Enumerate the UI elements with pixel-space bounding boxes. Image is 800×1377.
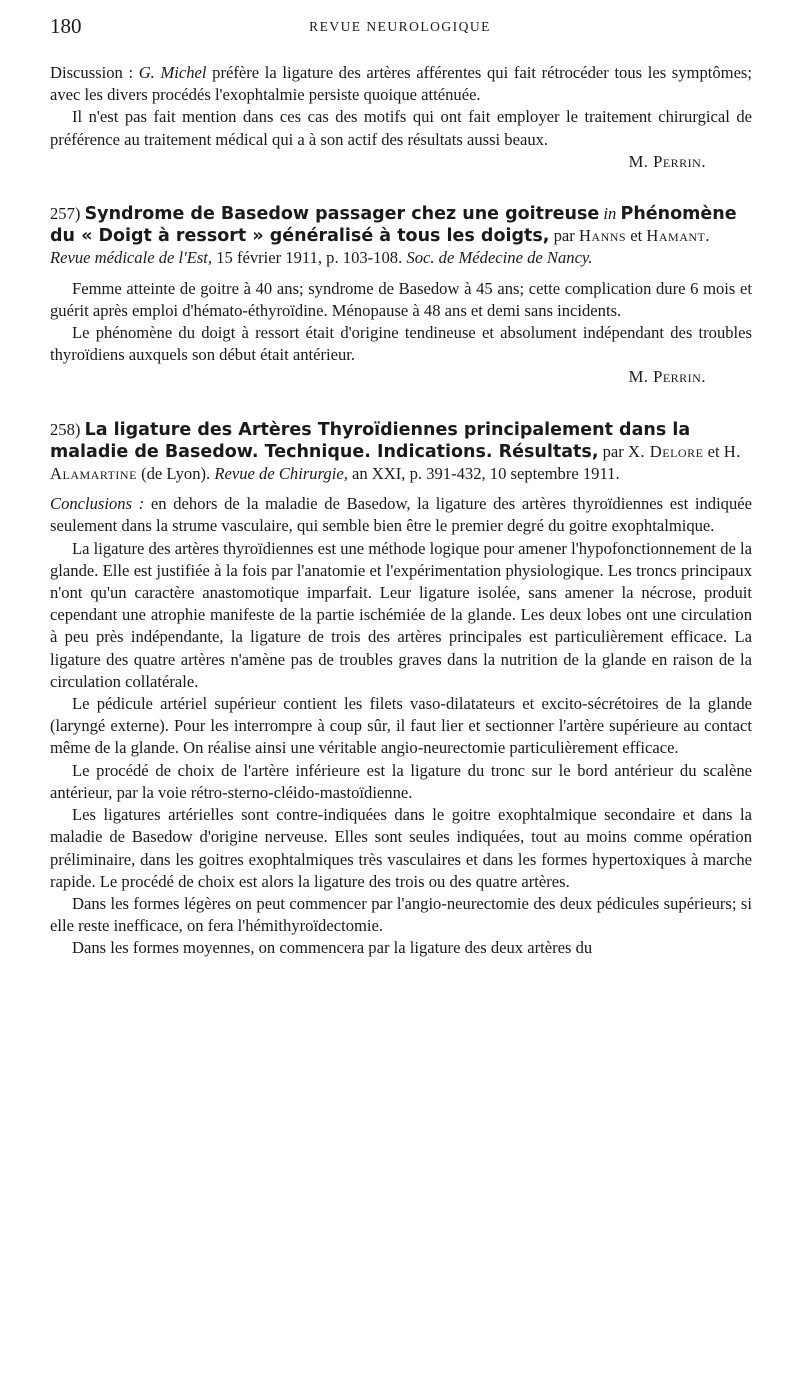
discussion-paragraph: Discussion : G. Michel préfère la ligature des artères afférentes qui fait rétrocéder tous les symptômes; avec les divers procédés l'exophtalmie persiste quoique atténuée. xyxy=(50,63,752,105)
abstract-257 xyxy=(50,203,752,389)
conclusions-label: Conclusions : xyxy=(50,494,145,514)
body-paragraph: Le phénomène du doigt à ressort était d'origine tendineuse et absolument indépendant des troubles thyroïdiens auxquels son début était antérieur. xyxy=(50,323,752,365)
author-name: Hamant. xyxy=(646,226,711,246)
abstract-title: Syndrome de Basedow passager chez une goitreuse xyxy=(84,204,600,225)
abstract-number: 257) xyxy=(50,204,81,224)
body-paragraph: Femme atteinte de goitre à 40 ans; syndrome de Basedow à 45 ans; cette complication dure 6 mois et guérit après emploi d'hémato-éthyroïdine. Ménopause à 48 ans et demi sans incidents. xyxy=(50,278,752,320)
author-name: Hanns xyxy=(578,226,627,246)
running-title: REVUE NEUROLOGIQUE xyxy=(309,19,491,34)
abstract-heading: 258) La ligature des Artères Thyroïdiennes principalement dans la maladie de Basedow. Technique. Indications. Résultats, par X. Delore et H. Alamartine (de Lyon). Revue de Chirurgie, an XXI, p. 391-432, 10 septembre 1911. xyxy=(50,419,741,484)
conclusions-paragraph: Conclusions : en dehors de la maladie de Basedow, la ligature des artères thyroïdiennes est indiquée seulement dans la strume vasculaire, qui semble bien être le premier degré du goitre exophtalmique. xyxy=(50,494,752,536)
body-paragraph: Le procédé de choix de l'artère inférieure est la ligature du tronc sur le bord antérieur du scalène antérieur, par la voie rétro-sterno-cléido-mastoïdienne. xyxy=(50,760,752,802)
abstract-heading: 257) Syndrome de Basedow passager chez une goitreuse in Phénomène du « Doigt à ressort » généralisé à tous les doigts, par Hanns et Hamant. Revue médicale de l'Est, 15 février 1911, p. 103-108. Soc. de Médecine de Nancy. xyxy=(50,204,737,268)
signature: M. Perrin. xyxy=(628,151,706,171)
body-paragraph: Dans les formes moyennes, on commencera par la ligature des deux artères du xyxy=(72,938,593,958)
journal-name: Revue de Chirurgie, xyxy=(214,464,348,484)
body-paragraph: Les ligatures artérielles sont contre-indiquées dans le goitre exophtalmique secondaire et dans la maladie de Basedow d'origine nerveuse. Elles sont seules indiquées, tout au moins comme opération préliminaire, dans les goitres exophtalmiques très vasculaires et dans les formes hypertoxiques à marche rapide. Le procédé de choix est alors la ligature des trois ou des quatre artères. xyxy=(50,805,752,891)
article-body xyxy=(50,62,752,960)
body-paragraph: Dans les formes légères on peut commencer par l'angio-neurectomie des deux pédicules supérieurs; si elle reste inefficace, on fera l'hémithyroïdectomie. xyxy=(50,893,752,936)
page-number: 180 xyxy=(50,14,82,38)
body-paragraph: Il n'est pas fait mention dans ces cas des motifs qui ont fait employer le traitement chirurgical de préférence au traitement médical qui a à son actif des résultats aussi beaux. xyxy=(50,107,752,149)
signature: M. Perrin. xyxy=(628,367,706,387)
body-paragraph: La ligature des artères thyroïdiennes est une méthode logique pour amener l'hypofonctionnement de la glande. Elle est justifiée à la fois par l'anatomie et l'expérimentation physiologique. Les troncs principaux n'ont qu'un caractère anastomotique imparfait. Leur ligature isolée, sans amener la nécrose, produit cependant une atrophie manifeste de la partie ischémiée de la glande. Les deux lobes ont une circulation à peu près indépendante, la ligature de trois des artères principales est particulièrement efficace. La ligature des quatre artères n'amène pas de troubles graves dans la nutrition de la glande en raison de la circulation collatérale. xyxy=(50,538,752,691)
page-header xyxy=(50,14,750,44)
author-name: X. Delore xyxy=(627,441,704,461)
abstract-title: La ligature des Artères Thyroïdiennes principalement dans la maladie de Basedow. Technique. Indications. Résultats, xyxy=(50,419,691,462)
author-name: G. Michel xyxy=(138,63,207,82)
previous-abstract-end xyxy=(50,62,752,173)
abstract-number: 258) xyxy=(50,419,81,439)
journal-name: Revue médicale de l'Est, xyxy=(50,248,213,268)
author-name: H. Alamartine xyxy=(50,441,741,484)
abstract-258 xyxy=(50,419,752,960)
body-paragraph: Le pédicule artériel supérieur contient les filets vaso-dilatateurs et excito-sécrétoires de la glande (laryngé externe). Pour les interrompre à coup sûr, il faut lier et sectionner l'artère supérieure au contact même de la glande. On réalise ainsi une véritable angio-neurectomie particulièrement efficace. xyxy=(50,694,752,758)
